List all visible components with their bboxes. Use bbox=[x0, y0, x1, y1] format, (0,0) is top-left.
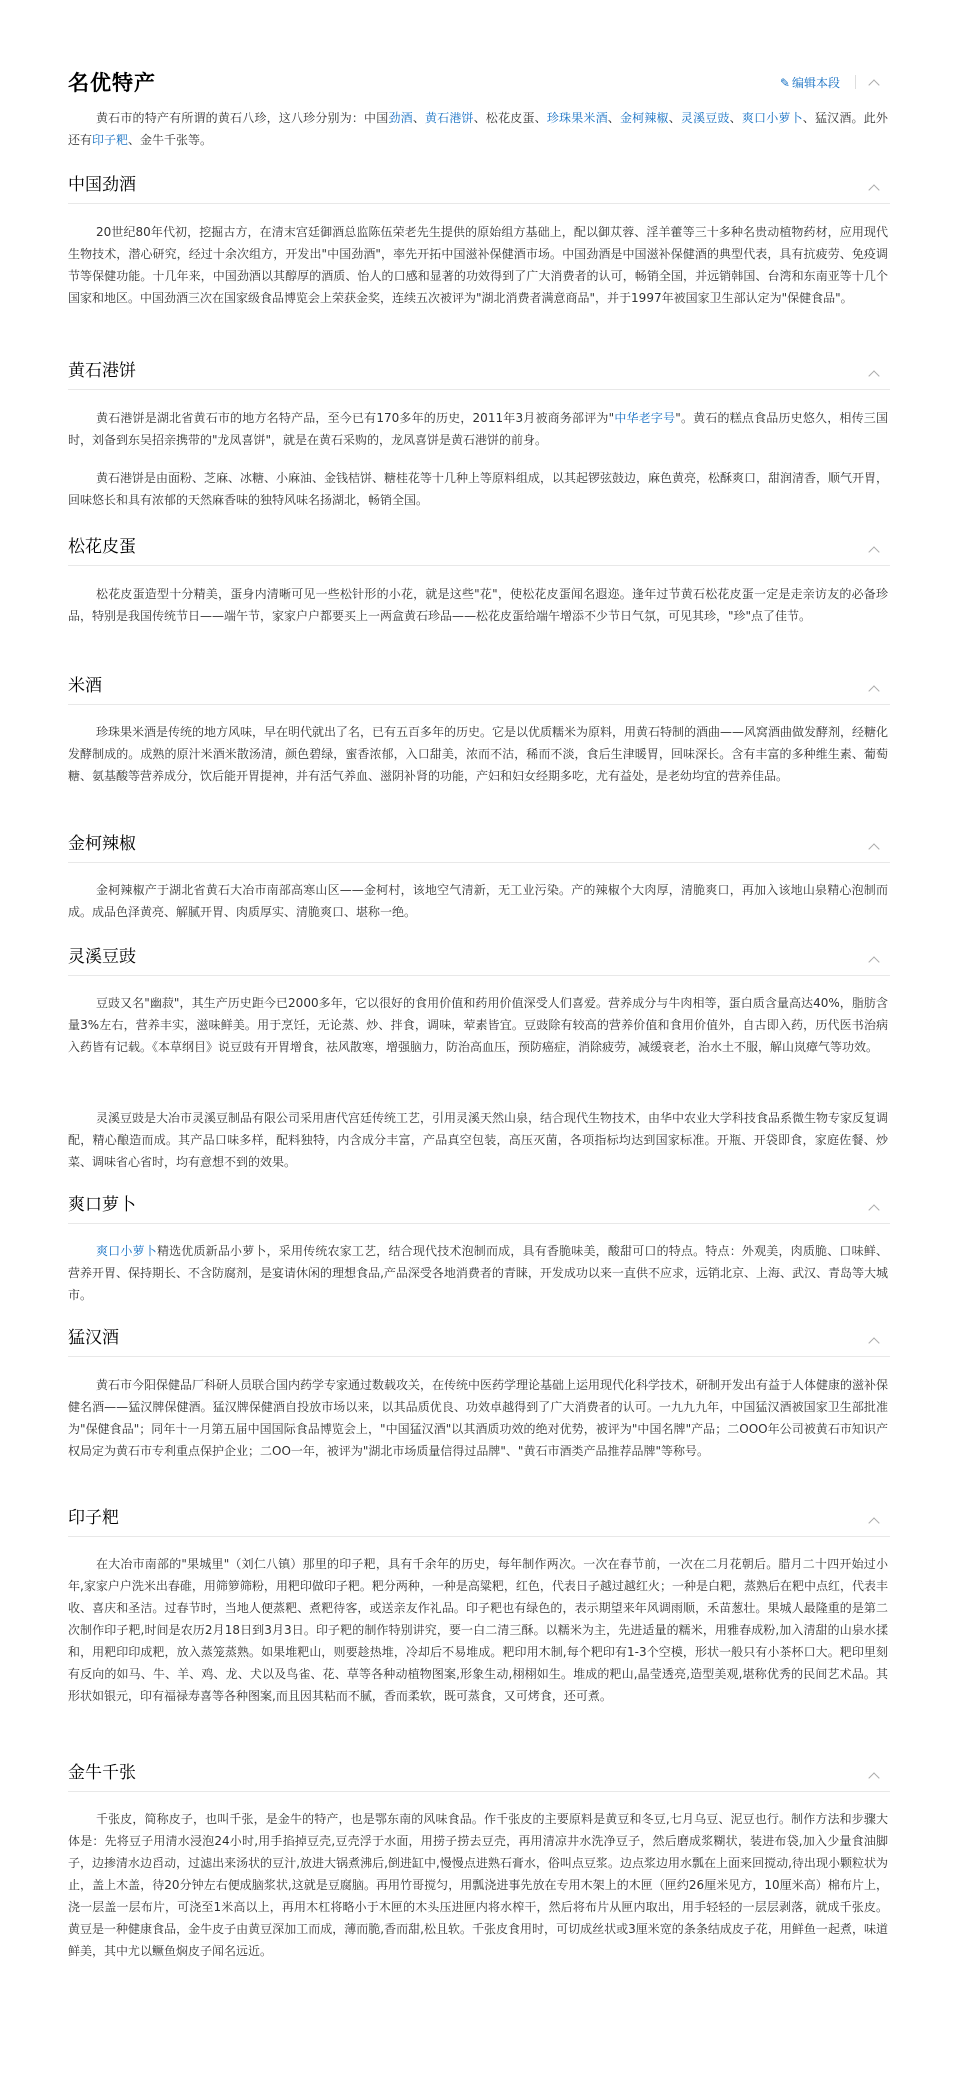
link-douchi[interactable]: 灵溪豆豉 bbox=[680, 111, 730, 125]
edit-section-link[interactable] bbox=[780, 75, 840, 91]
section-paragraph: 20世纪80年代初，挖掘古方，在清末宫廷御酒总监陈伍荣老先生提供的原始组方基础上，配以御苁蓉、淫羊藿等三十多种名贵动植物药材，应用现代生物技术，潜心研究，经过十余次组方，开发出"中国劲酒"，率先开拓中国滋补保健酒市场。中国劲酒是中国滋补保健酒的典型代表，具有抗疲劳、免疫调节等保健功能。十几年来，中国劲酒以其醇厚的酒质、怡人的口感和显著的功效得到了广大消费者的认可，畅销全国，并远销韩国、台湾和东南亚等十几个国家和地区。中国劲酒三次在国家级食品博览会上荣获金奖，连续五次被评为"湖北消费者满意商品"，并于1997年被国家卫生部认定为"保健食品"。 bbox=[68, 225, 888, 305]
intro-text: 、猛汉酒。此外还有 bbox=[68, 111, 888, 147]
section-header-yinziba bbox=[68, 1500, 890, 1537]
section-header-qianzhang bbox=[68, 1755, 890, 1792]
collapse-chevron-icon[interactable] bbox=[866, 181, 884, 195]
section-title: 印子粑 bbox=[68, 1508, 119, 1528]
intro-paragraph bbox=[68, 107, 888, 151]
section-paragraph: 千张皮，简称皮子，也叫千张，是金牛的特产，也是鄂东南的风味食品。作千张皮的主要原料是黄豆和冬豆,七月乌豆、泥豆也行。制作方法和步骤大体是：先将豆子用清水浸泡24小时,用手掐掉豆壳,豆壳浮于水面，用捞子捞去豆壳，再用清凉井水洗净豆子，然后磨成浆糊状，装进布袋,加入少量食油脚子，边掺清水边舀动，过滤出来汤状的豆汁,放进大锅煮沸后,倒进缸中,慢慢点进熟石膏水，俗叫点豆浆。边点浆边用水瓢在上面来回搅动,待出现小颗粒状为止，盖上木盖，待20分钟左右便成脑浆状,这就是豆腐脑。再用竹哥搅匀，用瓢浇进事先放在专用木架上的木匣（匣约26厘米见方，10厘米高）棉布片上，浇一层盖一层布片，可浇至1米高以上，再用木杠将略小于木匣的木头压进匣内将水榨干，然后将布片从匣内取出，用手轻轻的一层层剥落，就成千张皮。黄豆是一种健康食品，金牛皮子由黄豆深加工而成，薄而脆,香而甜,松且软。千张皮食用时，可切成丝状或3厘米宽的条条结成皮子花，用鲜鱼一起煮，味道鲜美，其中尤以鳜鱼焖皮子闻名远近。 bbox=[68, 1812, 888, 1958]
intro-text: 、 bbox=[607, 111, 620, 125]
link-jinjiu[interactable]: 劲酒 bbox=[388, 111, 413, 125]
section-header-pidan bbox=[68, 529, 890, 566]
link-yinziba[interactable]: 印子粑 bbox=[92, 133, 129, 147]
page-title: 名优特产 bbox=[68, 71, 156, 95]
section-title: 金柯辣椒 bbox=[68, 834, 136, 854]
collapse-chevron-icon[interactable] bbox=[866, 1201, 884, 1215]
collapse-chevron-icon[interactable] bbox=[866, 367, 884, 381]
intro-text: 黄石市的特产有所谓的黄石八珍，这八珍分别为：中国 bbox=[96, 111, 389, 125]
collapse-chevron-icon[interactable] bbox=[866, 543, 884, 557]
collapse-chevron-icon[interactable] bbox=[866, 76, 884, 90]
section-header-jinjiu bbox=[68, 167, 890, 204]
intro-text: 、松花皮蛋、 bbox=[473, 111, 547, 125]
section-header-luobo bbox=[68, 1187, 890, 1224]
intro-text: 、金牛千张等。 bbox=[128, 133, 213, 147]
link-gangbing[interactable]: 黄石港饼 bbox=[425, 111, 474, 125]
intro-text: 、 bbox=[729, 111, 742, 125]
section-paragraph: 珍珠果米酒是传统的地方风味，早在明代就出了名，已有五百多年的历史。它是以优质糯米为原料，用黄石特制的酒曲——风窝酒曲做发酵剂，经糖化发酵制成的。成熟的原汁米酒米散汤清，颜色碧绿，蜜香浓郁，入口甜美，浓而不沽，稀而不淡，食后生津暖胃，回味深长。含有丰富的多种维生素、葡萄糖、氨基酸等营养成分，饮后能开胃提神，并有活气养血、滋阴补肾的功能，产妇和妇女经期多吃，尤有益处，是老幼均宜的营养佳品。 bbox=[68, 725, 889, 783]
section-header-menghan bbox=[68, 1320, 890, 1357]
section-title: 猛汉酒 bbox=[68, 1328, 119, 1348]
collapse-chevron-icon[interactable] bbox=[866, 682, 884, 696]
link-lajiao[interactable]: 金柯辣椒 bbox=[619, 111, 669, 125]
link-shuangkou-xiaoluobo[interactable]: 爽口小萝卜 bbox=[96, 1244, 157, 1258]
link-mijiu[interactable]: 珍珠果米酒 bbox=[546, 111, 608, 125]
section-paragraph: 黄石港饼是由面粉、芝麻、冰糖、小麻油、金钱桔饼、糖桂花等十几种上等原料组成，以其起锣弦鼓边，麻色黄亮，松酥爽口，甜润清香，顺气开胃，回味悠长和具有浓郁的天然麻香味的独特风味名扬湖北，畅销全国。 bbox=[68, 471, 889, 507]
section-title: 松花皮蛋 bbox=[68, 537, 136, 557]
collapse-chevron-icon[interactable] bbox=[866, 1514, 884, 1528]
section-title: 灵溪豆豉 bbox=[68, 947, 136, 967]
intro-text: 、 bbox=[412, 111, 425, 125]
link-zhonghua-laozihao[interactable]: 中华老字号 bbox=[614, 411, 676, 425]
section-header-gangbing bbox=[68, 353, 890, 390]
section-title: 黄石港饼 bbox=[68, 361, 136, 381]
paragraph-text: 黄石港饼是湖北省黄石市的地方名特产品，至今已有170多年的历史，2011年3月被商务部评为" bbox=[96, 411, 615, 425]
section-title: 金牛千张 bbox=[68, 1763, 136, 1783]
intro-text: 、 bbox=[668, 111, 681, 125]
section-paragraph: 松花皮蛋造型十分精美，蛋身内清晰可见一些松针形的小花，就是这些"花"，使松花皮蛋闻名遐迩。逢年过节黄石松花皮蛋一定是走亲访友的必备珍品，特别是我国传统节日——端午节，家家户户都要买上一两盒黄石珍品——松花皮蛋给端午增添不少节日气氛，可见其珍，"珍"点了佳节。 bbox=[68, 587, 888, 623]
section-header-mijiu bbox=[68, 668, 890, 705]
collapse-chevron-icon[interactable] bbox=[866, 953, 884, 967]
section-header-lajiao bbox=[68, 826, 890, 863]
section-paragraph: 豆豉又名"幽菽"，其生产历史距今已2000多年，它以很好的食用价值和药用价值深受人们喜爱。营养成分与牛肉相等，蛋白质含量高达40%，脂肪含量3%左右，营养丰实，滋味鲜美。用于烹饪，无论蒸、炒、拌食，调味，荤素皆宜。豆豉除有较高的营养价值和食用价值外，自古即入药，历代医书治病入药皆有记载。《本草纲目》说豆豉有开胃增食，祛风散寒，增强脑力，防治高血压，预防癌症，消除疲劳，减缓衰老，治水土不服，解山岚瘴气等功效。 bbox=[68, 996, 888, 1054]
link-luobo[interactable]: 爽口小萝卜 bbox=[741, 111, 803, 125]
section-title: 中国劲酒 bbox=[68, 175, 136, 195]
section-title: 爽口萝卜 bbox=[68, 1195, 136, 1215]
header-divider bbox=[855, 75, 856, 89]
pencil-icon: ✎ bbox=[779, 76, 790, 90]
collapse-chevron-icon[interactable] bbox=[866, 1769, 884, 1783]
section-paragraph: 黄石市今阳保健品厂科研人员联合国内药学专家通过数载攻关，在传统中医药学理论基础上运用现代化科学技术，研制开发出有益于人体健康的滋补保健名酒——猛汉牌保健酒。猛汉牌保健酒自投放市场以来，以其品质优良、功效卓越得到了广大消费者的认可。一九九九年，中国猛汉酒被国家卫生部批准为"保健食品"；同年十一月第五届中国国际食品博览会上，"中国猛汉酒"以其酒质功效的绝对优势，被评为"中国名牌"产品；二OOO年公司被黄石市知识产权局定为黄石市专利重点保护企业；二OO一年，被评为"湖北市场质量信得过品牌"、"黄石市酒类产品推荐品牌"等称号。 bbox=[68, 1378, 889, 1458]
section-paragraph: 在大冶市南部的"果城里"（刘仁八镇）那里的印子粑，具有千余年的历史，每年制作两次。一次在春节前，一次在二月花朝后。腊月二十四开始过小年,家家户户洗米出春碓，用筛箩筛粉，用粑印做印子粑。粑分两种，一种是高粱粑，红色，代表日子越过越红火；一种是白粑，蒸熟后在粑中点红，代表丰收、喜庆和圣洁。过春节时，当地人便蒸粑、煮粑待客，或送亲友作礼品。印子粑也有绿色的，表示期望来年风调雨顺，禾苗葱壮。果城人最隆重的是第二次制作印子粑,时间是农历2月18日到3月3日。印子粑的制作特别讲究，要一白二清三酥。以糯米为主，先进适量的糯米，用雅春成粉,加入清甜的山泉水揉和，用粑印印成粑，放入蒸笼蒸熟。如果堆粑山，则要趁热堆，冷却后不易堆成。粑印用木制,每个粑印有1-3个空模，形状一般只有小茶杯口大。粑印里刻有反向的如马、牛、羊、鸡、龙、犬以及鸟雀、花、草等各种动植物图案,形象生动,栩栩如生。堆成的粑山,晶莹透亮,造型美观,堪称优秀的民间艺术品。其形状如银元，印有福禄寿喜等各种图案,而且因其粘而不腻，香而柔软，既可蒸食，又可烤食，还可煮。 bbox=[68, 1557, 888, 1703]
section-header-main bbox=[68, 64, 890, 102]
section-paragraph: 灵溪豆豉是大冶市灵溪豆制品有限公司采用唐代宫廷传统工艺，引用灵溪天然山泉，结合现代生物技术，由华中农业大学科技食品系微生物专家反复调配，精心酿造而成。其产品口味多样，配料独特，内含成分丰富，产品真空包装，高压灭菌，各项指标均达到国家标准。开瓶、开袋即食，家庭佐餐、炒菜、调味省心省时，均有意想不到的效果。 bbox=[68, 1111, 889, 1169]
section-header-douchi bbox=[68, 939, 890, 976]
section-paragraph: 金柯辣椒产于湖北省黄石大冶市南部高寒山区——金柯村，该地空气清新，无工业污染。产的辣椒个大肉厚，清脆爽口，再加入该地山泉精心泡制而成。成品色泽黄亮、解腻开胃、肉质厚实、清脆爽口、堪称一绝。 bbox=[68, 883, 888, 919]
paragraph-text: "。黄石的糕点食品历史悠久，相传三国时，刘备到东吴招亲携带的"龙凤喜饼"，就是在黄石采购的，龙凤喜饼是黄石港饼的前身。 bbox=[68, 411, 888, 447]
collapse-chevron-icon[interactable] bbox=[866, 840, 884, 854]
paragraph-text: 精选优质新品小萝卜，采用传统农家工艺，结合现代技术泡制而成，具有香脆味美，酸甜可口的特点。特点：外观美，肉质脆、口味鲜、营养开胃、保持期长、不含防腐剂，是宴请休闲的理想食品,产品深受各地消费者的青睐，开发成功以来一直供不应求，远销北京、上海、武汉、青岛等大城市。 bbox=[68, 1244, 888, 1302]
edit-section-label: 编辑本段 bbox=[791, 76, 840, 90]
section-paragraph bbox=[68, 1240, 888, 1306]
collapse-chevron-icon[interactable] bbox=[866, 1334, 884, 1348]
section-paragraph bbox=[68, 407, 888, 451]
section-title: 米酒 bbox=[68, 676, 102, 696]
